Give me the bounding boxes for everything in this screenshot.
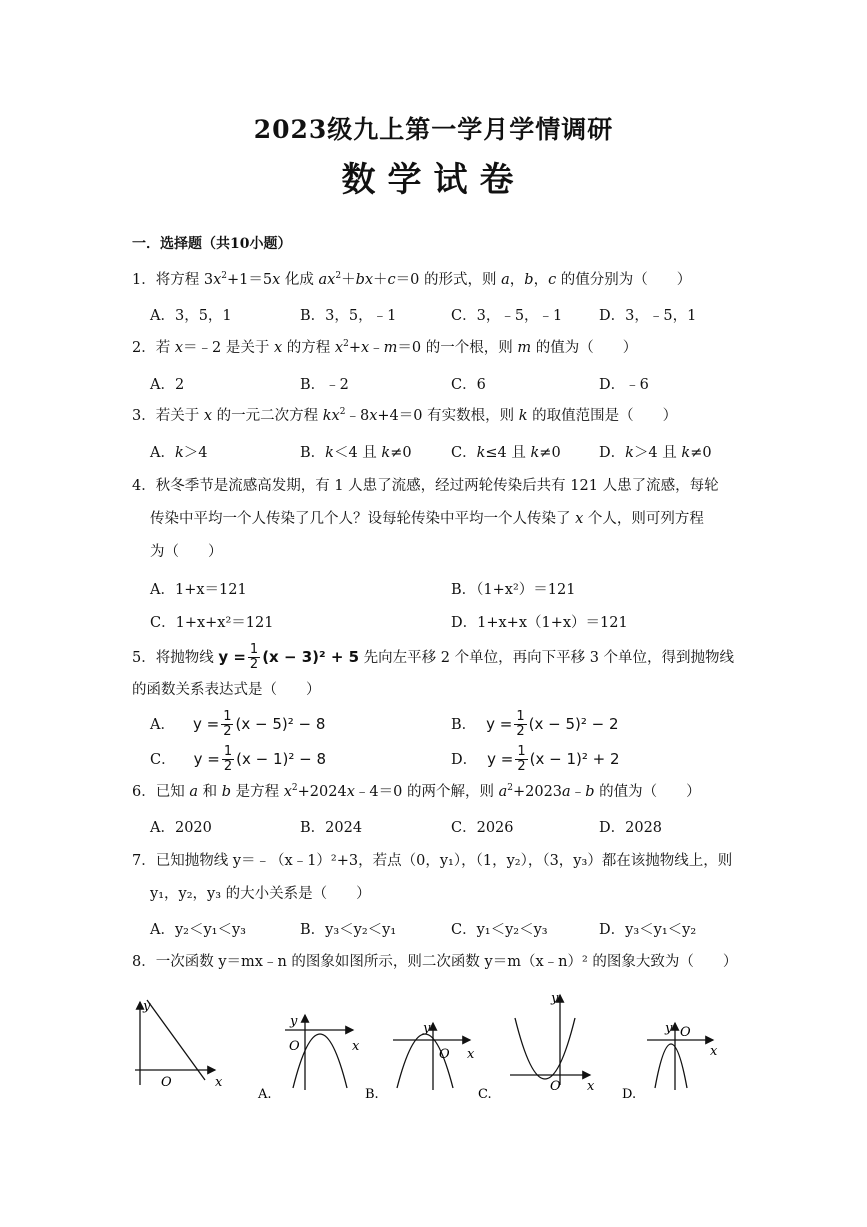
- svg-text:x: x: [352, 1039, 360, 1054]
- q2-option-d[interactable]: D．﹣6: [599, 377, 649, 393]
- question-7-line-1: 7．已知抛物线 y＝﹣（x﹣1）²+3，若点（0，y₁），（1，y₂），（3，y₃）都在该抛物线上，则: [132, 853, 733, 869]
- question-5-line-1: 5．将抛物线 y = $\frac{1}{2}$ (x − 3)² + 5 先向左平移 2 个单位，再向下平移 3 个单位，得到抛物线: [132, 642, 735, 672]
- q6-option-d[interactable]: D．2028: [599, 820, 663, 836]
- q8-figures: [125, 990, 745, 1105]
- q4-option-b[interactable]: B．（1+x²）＝121: [451, 582, 576, 598]
- question-4-line-2: 传染中平均一个人传染了几个人？设每轮传染中平均一个人传染了 x 个人，则可列方程: [150, 511, 704, 527]
- q6-option-c[interactable]: C．2026: [451, 820, 514, 836]
- q4-option-a[interactable]: A．1+x＝121: [150, 582, 247, 598]
- q5-option-d[interactable]: D． y = $\frac{1}{2}$ (x − 1)² + 2: [451, 744, 620, 774]
- q4-option-c[interactable]: C．1+x+x²＝121: [150, 615, 274, 631]
- q5-option-a[interactable]: A． y = $\frac{1}{2}$ (x − 5)² − 8: [150, 709, 326, 739]
- q7-option-c[interactable]: C．y₁＜y₂＜y₃: [451, 922, 548, 938]
- q6-option-a[interactable]: A．2020: [150, 820, 212, 836]
- q7-option-d[interactable]: D．y₃＜y₁＜y₂: [599, 922, 697, 938]
- svg-text:x: x: [587, 1079, 595, 1094]
- q1-option-a[interactable]: A．3，5，1: [150, 308, 232, 324]
- question-4-line-3: 为（ ）: [150, 544, 223, 560]
- svg-text:O: O: [550, 1079, 561, 1094]
- given-graph-x-label: x: [215, 1075, 223, 1090]
- q5-option-c[interactable]: C． y = $\frac{1}{2}$ (x − 1)² − 8: [150, 744, 326, 774]
- q3-option-d[interactable]: D．k＞4 且 k≠0: [599, 445, 712, 461]
- q3-option-c[interactable]: C．k≤4 且 k≠0: [451, 445, 561, 461]
- option-d-label[interactable]: D.: [622, 1087, 637, 1102]
- q3-option-b[interactable]: B．k＜4 且 k≠0: [300, 445, 412, 461]
- svg-text:O: O: [680, 1025, 691, 1040]
- question-3: 3．若关于 x 的一元二次方程 $kx^2﹣8x+4=0$ 有实数根，则 k 的取值范围是（ ）: [132, 407, 678, 424]
- option-c-graph[interactable]: [510, 995, 590, 1085]
- q2-option-b[interactable]: B．﹣2: [300, 377, 349, 393]
- svg-text:x: x: [467, 1047, 475, 1062]
- q1-option-c[interactable]: C．3，﹣5，﹣1: [451, 308, 563, 324]
- q2-option-c[interactable]: C．6: [451, 377, 486, 393]
- question-4-line-1: 4．秋冬季节是流感高发期，有 1 人患了流感，经过两轮传染后共有 121 人患了流感，每轮: [132, 478, 719, 494]
- svg-text:x: x: [710, 1044, 718, 1059]
- question-6: 6．已知 a 和 b 是方程 $x^2+2024x﹣4=0$ 的两个解，则 $a^2+2023a﹣b$ 的值为（ ）: [132, 783, 701, 800]
- svg-text:y: y: [551, 991, 559, 1006]
- q3-option-a[interactable]: A．k＞4: [150, 445, 208, 461]
- q2-option-a[interactable]: A．2: [150, 377, 185, 393]
- q7-option-a[interactable]: A．y₂＜y₁＜y₃: [150, 922, 246, 938]
- q1-option-b[interactable]: B．3，5，﹣1: [300, 308, 397, 324]
- question-1: 1．将方程 $3x^2+1=5x$ 化成 $ax^2+bx+c=0$ 的形式，则 a，b，c 的值分别为（ ）: [132, 271, 692, 288]
- option-c-label[interactable]: C.: [478, 1087, 492, 1102]
- svg-text:y: y: [290, 1014, 298, 1029]
- given-graph-y-label: y: [143, 999, 151, 1014]
- svg-text:O: O: [439, 1047, 450, 1062]
- exam-title: 2023级九上第一学月学情调研: [253, 115, 614, 144]
- option-a-label[interactable]: A.: [258, 1087, 272, 1102]
- given-graph-origin: O: [161, 1075, 172, 1090]
- given-parabola-formula: y = $\frac{1}{2}$ (x − 3)² + 5: [218, 642, 360, 672]
- q7-option-b[interactable]: B．y₃＜y₂＜y₁: [300, 922, 397, 938]
- exam-subject-title: 数学试卷: [341, 160, 526, 200]
- svg-text:y: y: [423, 1021, 431, 1036]
- question-5-line-2: 的函数关系表达式是（ ）: [132, 682, 321, 698]
- svg-text:O: O: [289, 1039, 300, 1054]
- option-b-graph[interactable]: [393, 1023, 470, 1090]
- q1-option-d[interactable]: D．3，﹣5，1: [599, 308, 697, 324]
- question-8: 8．一次函数 y＝mx﹣n 的图象如图所示，则二次函数 y＝m（x﹣n）² 的图象大致为（ ）: [132, 954, 738, 970]
- q6-option-b[interactable]: B．2024: [300, 820, 363, 836]
- q4-option-d[interactable]: D．1+x+x（1+x）＝121: [451, 615, 628, 631]
- option-b-label[interactable]: B.: [365, 1087, 379, 1102]
- svg-text:y: y: [665, 1021, 673, 1036]
- section-heading: 一．选择题（共10小题）: [132, 236, 292, 252]
- question-7-line-2: y₁，y₂，y₃ 的大小关系是（ ）: [150, 886, 371, 902]
- question-2: 2．若 x＝﹣2 是关于 x 的方程 $x^2+x﹣m=0$ 的一个根，则 m 的值为（ ）: [132, 339, 638, 356]
- q5-option-b[interactable]: B． y = $\frac{1}{2}$ (x − 5)² − 2: [451, 709, 619, 739]
